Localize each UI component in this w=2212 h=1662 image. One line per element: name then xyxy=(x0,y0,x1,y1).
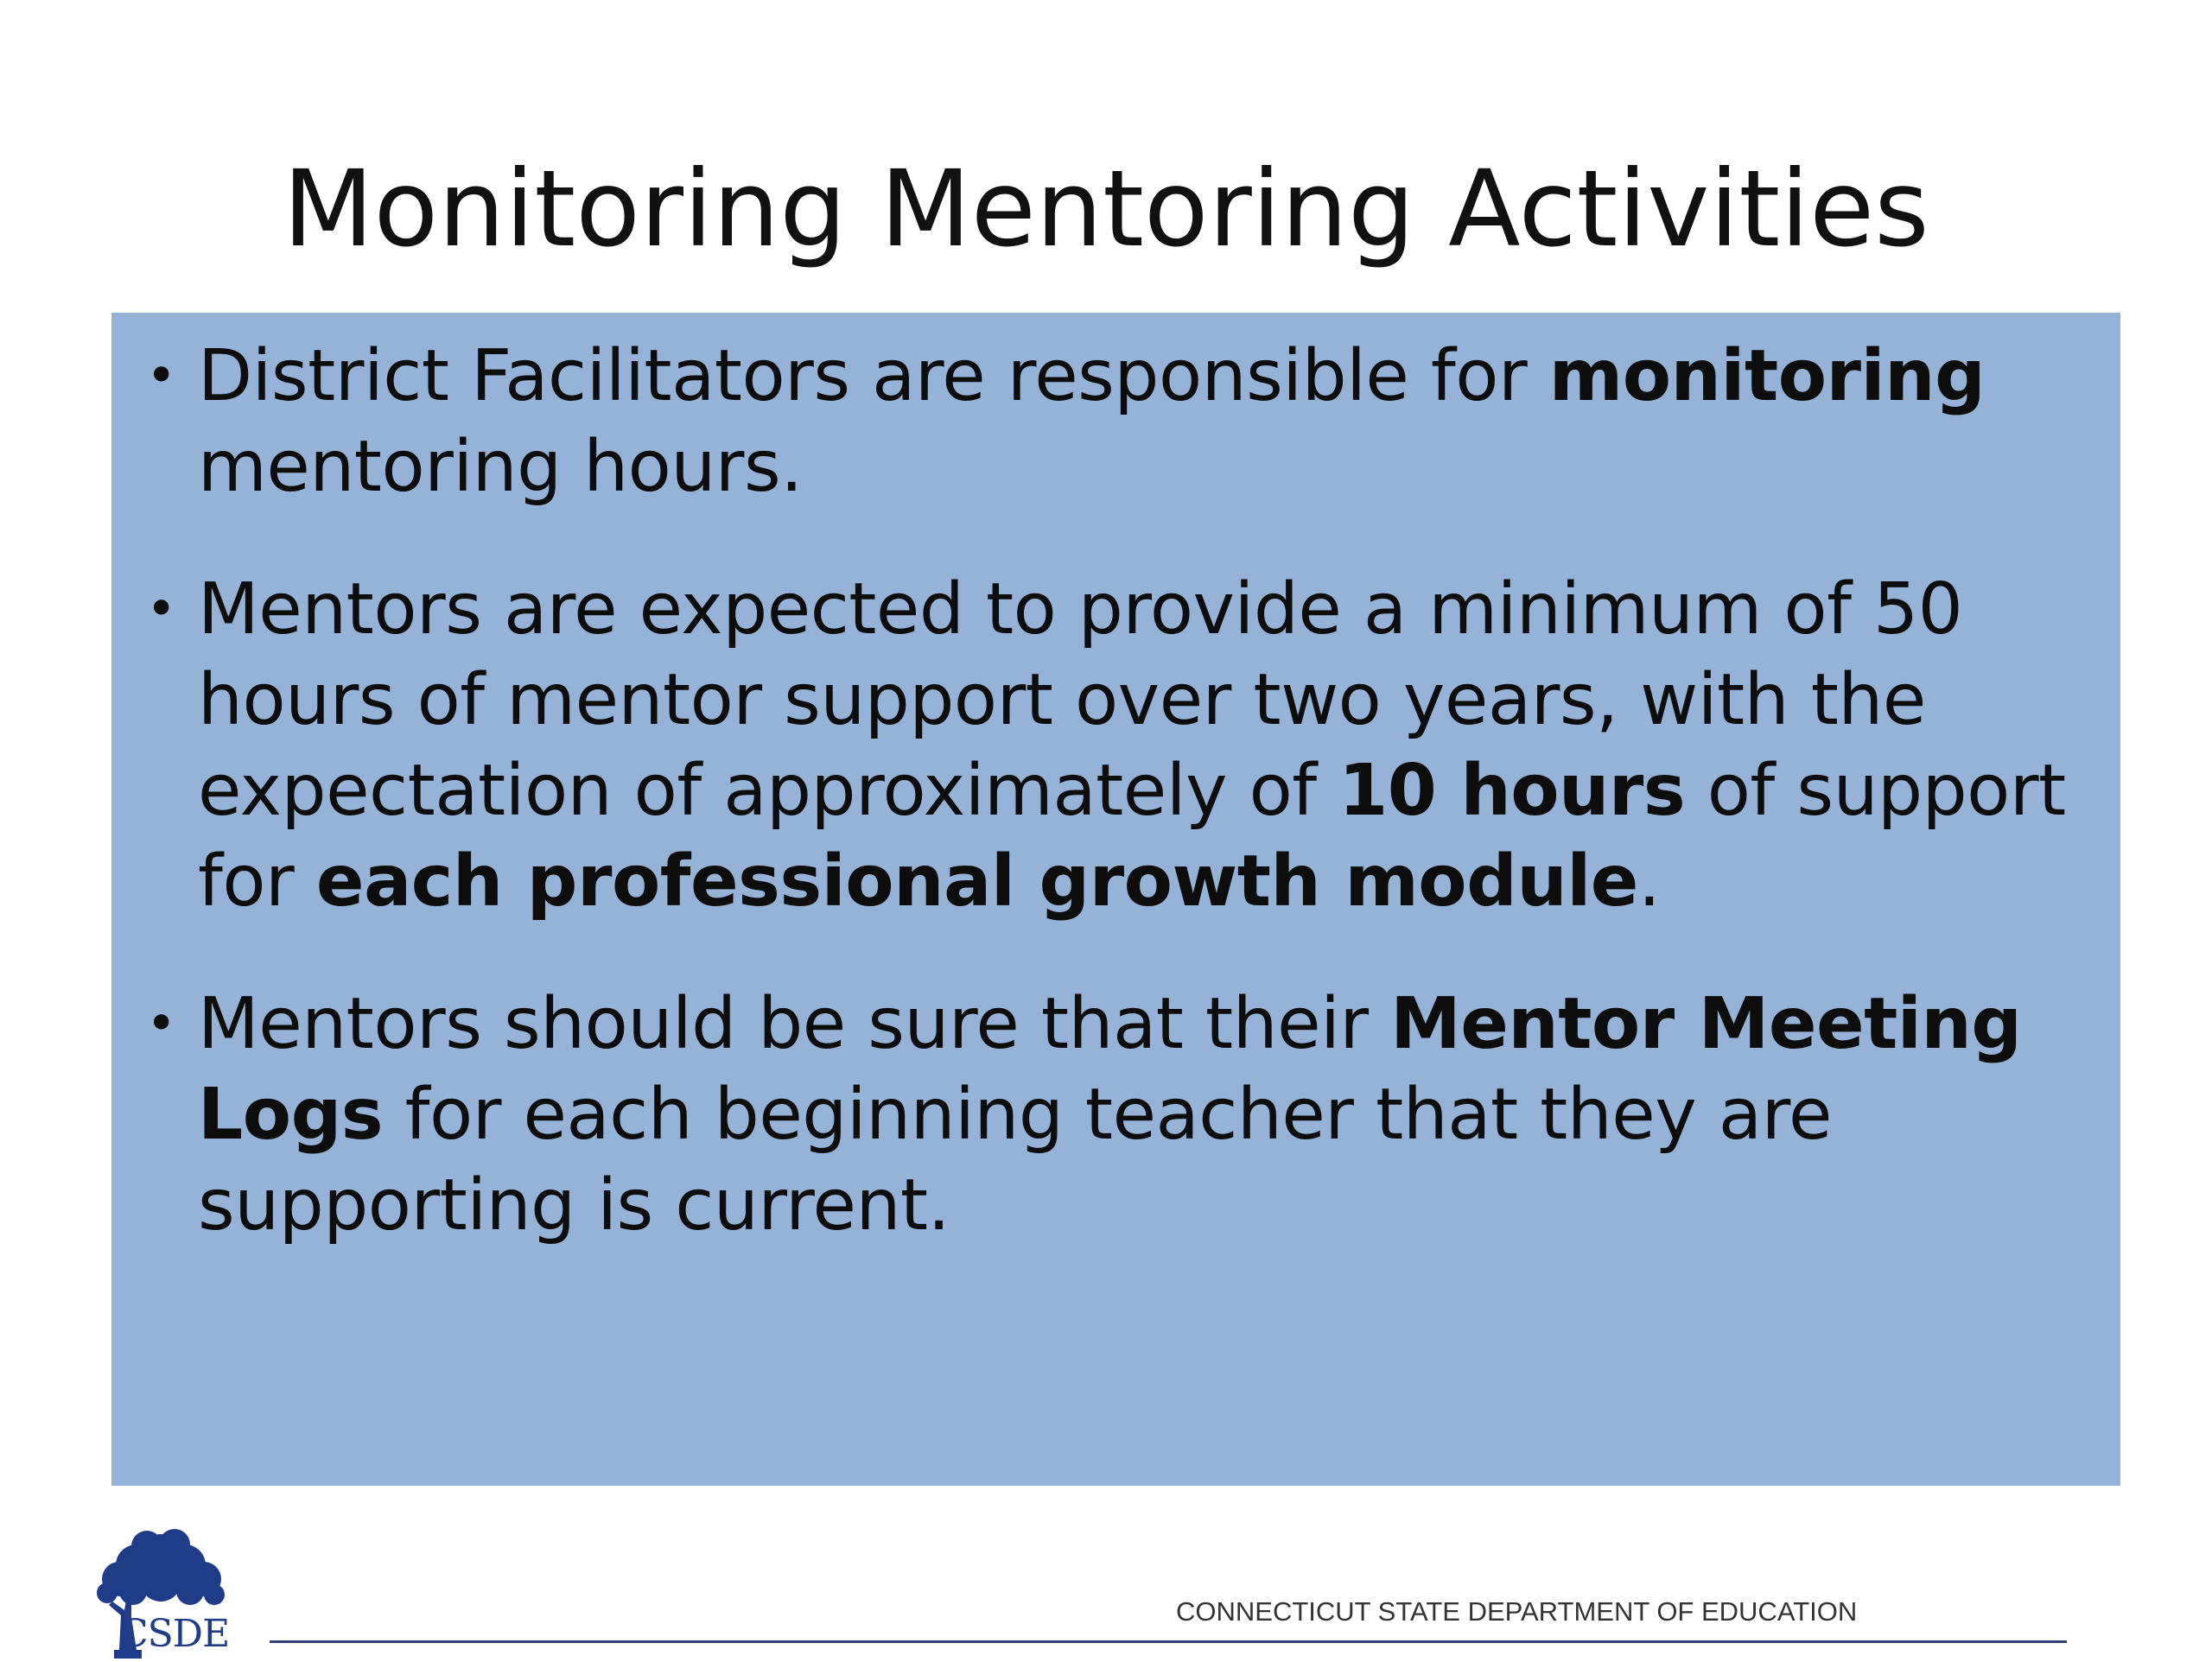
bullet-item xyxy=(146,564,2107,927)
bullet-segment-bold: Mentor Meeting Logs xyxy=(198,983,2022,1156)
bullet-segment: Mentors should be sure that their xyxy=(198,983,1391,1065)
logo-text: CSDE xyxy=(119,1612,230,1656)
bullet-segment-bold: monitoring xyxy=(1548,335,1986,417)
bullet-segment: of support for xyxy=(198,750,2066,923)
bullet-glyph: • xyxy=(146,579,176,639)
bullet-segment: mentoring hours. xyxy=(198,426,803,508)
bullet-text xyxy=(198,568,2066,923)
bullet-segment: District Facilitators are responsible for xyxy=(198,335,1549,417)
bullet-item xyxy=(146,331,2107,512)
footer-divider xyxy=(270,1640,2067,1643)
bullet-segment: Mentors are expected to provide a minimum of 50 hours of mentor support over two years, with the expectation of approximately of xyxy=(198,568,1963,832)
department-name: CONNECTICUT STATE DEPARTMENT OF EDUCATION xyxy=(1176,1596,1858,1627)
csde-logo xyxy=(74,1520,247,1659)
bullet-segment: for each beginning teacher that they are supporting is current. xyxy=(198,1074,1832,1246)
bullet-glyph: • xyxy=(146,993,176,1054)
bullet-text xyxy=(198,335,1985,508)
bullet-segment-bold: 10 hours xyxy=(1338,750,1686,832)
slide-title: Monitoring Mentoring Activities xyxy=(283,148,1929,270)
content-box xyxy=(111,313,2120,1486)
bullet-glyph: • xyxy=(146,346,176,406)
bullet-list xyxy=(146,331,2107,1303)
bullet-segment-bold: each professional growth module xyxy=(315,841,1638,923)
bullet-text xyxy=(198,983,2021,1246)
bullet-segment: . xyxy=(1637,841,1661,923)
bullet-item xyxy=(146,979,2107,1251)
